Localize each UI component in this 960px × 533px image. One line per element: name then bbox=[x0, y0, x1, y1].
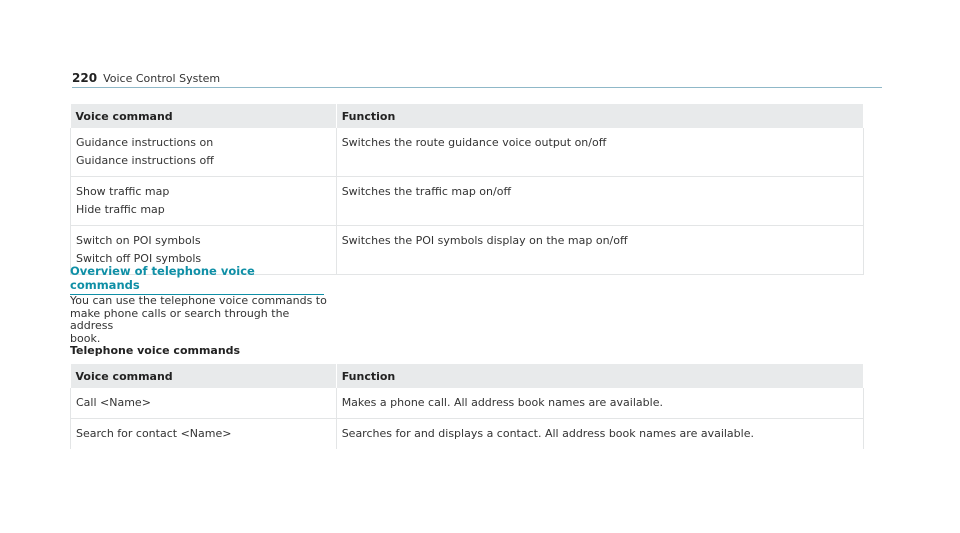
voice-command-line: Switch off POI symbols bbox=[76, 252, 202, 265]
table-row bbox=[71, 177, 864, 226]
paragraph-line: book. bbox=[70, 331, 101, 345]
voice-command-cell: Call <Name> bbox=[71, 388, 337, 419]
voice-command-cell: Search for contact <Name> bbox=[71, 419, 337, 450]
navigation-commands-table bbox=[70, 104, 864, 275]
telephone-commands-heading: Telephone voice commands bbox=[70, 344, 241, 357]
column-header-voice-command: Voice command bbox=[71, 364, 337, 388]
column-header-voice-command: Voice command bbox=[71, 104, 337, 128]
table-row bbox=[71, 388, 864, 419]
voice-command-line: Guidance instructions on bbox=[76, 136, 214, 149]
function-cell: Switches the traffic map on/off bbox=[336, 177, 863, 226]
telephone-commands-table bbox=[70, 364, 864, 449]
voice-command-line: Guidance instructions off bbox=[76, 154, 214, 167]
function-cell: Switches the POI symbols display on the map on/off bbox=[336, 226, 863, 275]
table-row bbox=[71, 128, 864, 177]
column-header-function: Function bbox=[336, 364, 863, 388]
section-title: Voice Control System bbox=[103, 72, 221, 85]
table-header-row bbox=[71, 104, 864, 128]
voice-command-cell bbox=[71, 177, 337, 226]
paragraph-line: You can use the telephone voice commands to bbox=[70, 294, 327, 307]
page-number: 220 bbox=[72, 71, 98, 85]
voice-command-line: Hide traffic map bbox=[76, 203, 165, 216]
column-header-function: Function bbox=[336, 104, 863, 128]
table-header-row bbox=[71, 364, 864, 388]
table-row bbox=[71, 419, 864, 450]
voice-command-line: Switch on POI symbols bbox=[76, 234, 201, 247]
voice-command-line: Show traffic map bbox=[76, 185, 170, 198]
overview-paragraph bbox=[70, 295, 332, 345]
function-cell: Makes a phone call. All address book names are available. bbox=[336, 388, 863, 419]
paragraph-line: make phone calls or search through the address bbox=[70, 306, 290, 332]
page-header bbox=[72, 71, 882, 88]
function-cell: Searches for and displays a contact. All address book names are available. bbox=[336, 419, 863, 450]
overview-heading: Overview of telephone voice commands bbox=[70, 264, 324, 295]
function-cell: Switches the route guidance voice output on/off bbox=[336, 128, 863, 177]
voice-command-cell bbox=[71, 128, 337, 177]
